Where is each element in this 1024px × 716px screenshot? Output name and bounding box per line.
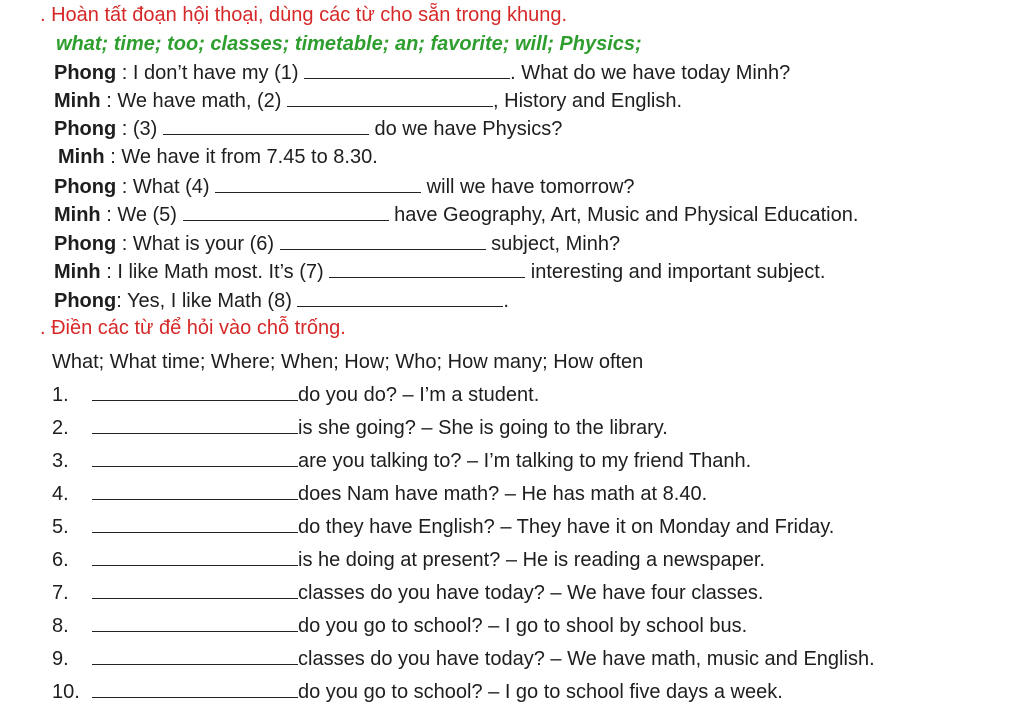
speaker: Minh: [58, 146, 105, 168]
section1-instruction: . Hoàn tất đoạn hội thoại, dùng các từ cho sẵn trong khung.: [40, 4, 568, 26]
question-blank-3[interactable]: [92, 448, 298, 467]
speaker: Minh: [54, 204, 101, 226]
line-text: : What (4): [116, 176, 216, 198]
question-3: [52, 448, 751, 473]
dialogue-line-8: [54, 259, 825, 284]
question-text: is she going? – She is going to the library.: [298, 417, 668, 439]
speaker: Phong: [54, 233, 117, 255]
line-text: : What is your (6): [116, 233, 280, 255]
line-text: : We have it from 7.45 to 8.30.: [104, 146, 378, 168]
speaker: Phong: [54, 118, 117, 140]
answer-blank-3[interactable]: [163, 116, 369, 135]
line-text: .: [503, 290, 509, 312]
question-1: [52, 382, 539, 407]
question-8: [52, 613, 747, 638]
line-text: subject, Minh?: [485, 233, 621, 255]
question-text: classes do you have today? – We have math, music and English.: [298, 648, 875, 670]
answer-blank-8[interactable]: [297, 288, 503, 307]
dialogue-line-2: [54, 88, 682, 113]
answer-blank-1[interactable]: [304, 60, 510, 79]
line-text: do we have Physics?: [368, 118, 563, 140]
answer-blank-5[interactable]: [183, 202, 389, 221]
line-text: will we have tomorrow?: [421, 176, 635, 198]
question-10: [52, 679, 783, 704]
question-9: [52, 646, 875, 671]
question-number: 10.: [52, 681, 80, 703]
section2-word-bank: What; What time; Where; When; How; Who; How many; How often: [52, 351, 644, 373]
question-blank-5[interactable]: [92, 514, 298, 533]
dialogue-line-3: [54, 116, 562, 141]
line-text: : We have math, (2): [100, 90, 288, 112]
question-number: 2.: [52, 417, 69, 439]
question-number: 1.: [52, 384, 69, 406]
line-text: : We (5): [100, 204, 183, 226]
question-blank-4[interactable]: [92, 481, 298, 500]
dialogue-line-6: [54, 202, 858, 227]
question-number: 9.: [52, 648, 69, 670]
question-6: [52, 547, 765, 572]
question-blank-6[interactable]: [92, 547, 298, 566]
question-blank-1[interactable]: [92, 382, 298, 401]
question-blank-8[interactable]: [92, 613, 298, 632]
question-blank-2[interactable]: [92, 415, 298, 434]
line-text: : I don’t have my (1): [116, 62, 305, 84]
speaker: Phong: [54, 290, 117, 312]
question-blank-10[interactable]: [92, 679, 298, 698]
speaker: Phong: [54, 62, 117, 84]
line-text: . What do we have today Minh?: [510, 62, 791, 84]
section1-word-bank: what; time; too; classes; timetable; an; favorite; will; Physics;: [56, 33, 642, 55]
question-text: classes do you have today? – We have four classes.: [298, 582, 764, 604]
dialogue-line-4: [58, 145, 378, 169]
line-text: : (3): [116, 118, 163, 140]
answer-blank-7[interactable]: [329, 259, 525, 278]
question-text: do they have English? – They have it on Monday and Friday.: [298, 516, 835, 538]
speaker: Minh: [54, 90, 101, 112]
dialogue-line-5: [54, 174, 635, 199]
question-blank-9[interactable]: [92, 646, 298, 665]
answer-blank-2[interactable]: [287, 88, 493, 107]
dialogue-line-9: [54, 288, 509, 313]
dialogue-line-7: [54, 231, 620, 256]
line-text: : I like Math most. It’s (7): [100, 261, 330, 283]
question-number: 6.: [52, 549, 69, 571]
question-number: 4.: [52, 483, 69, 505]
question-number: 3.: [52, 450, 69, 472]
speaker: Minh: [54, 261, 101, 283]
question-number: 8.: [52, 615, 69, 637]
question-number: 7.: [52, 582, 69, 604]
question-5: [52, 514, 834, 539]
question-text: do you do? – I’m a student.: [298, 384, 540, 406]
speaker: Phong: [54, 176, 117, 198]
answer-blank-6[interactable]: [280, 231, 486, 250]
answer-blank-4[interactable]: [215, 174, 421, 193]
line-text: : Yes, I like Math (8): [116, 290, 298, 312]
dialogue-line-1: [54, 60, 790, 85]
question-text: does Nam have math? – He has math at 8.40.: [298, 483, 708, 505]
question-text: do you go to school? – I go to shool by school bus.: [298, 615, 748, 637]
question-7: [52, 580, 763, 605]
question-blank-7[interactable]: [92, 580, 298, 599]
question-text: are you talking to? – I’m talking to my friend Thanh.: [298, 450, 752, 472]
question-text: is he doing at present? – He is reading a newspaper.: [298, 549, 765, 571]
question-2: [52, 415, 668, 440]
line-text: , History and English.: [493, 90, 683, 112]
line-text: have Geography, Art, Music and Physical Education.: [388, 204, 859, 226]
section2-instruction: . Điền các từ để hỏi vào chỗ trống.: [40, 317, 346, 339]
question-text: do you go to school? – I go to school five days a week.: [298, 681, 783, 703]
line-text: interesting and important subject.: [525, 261, 826, 283]
question-number: 5.: [52, 516, 69, 538]
question-4: [52, 481, 707, 506]
